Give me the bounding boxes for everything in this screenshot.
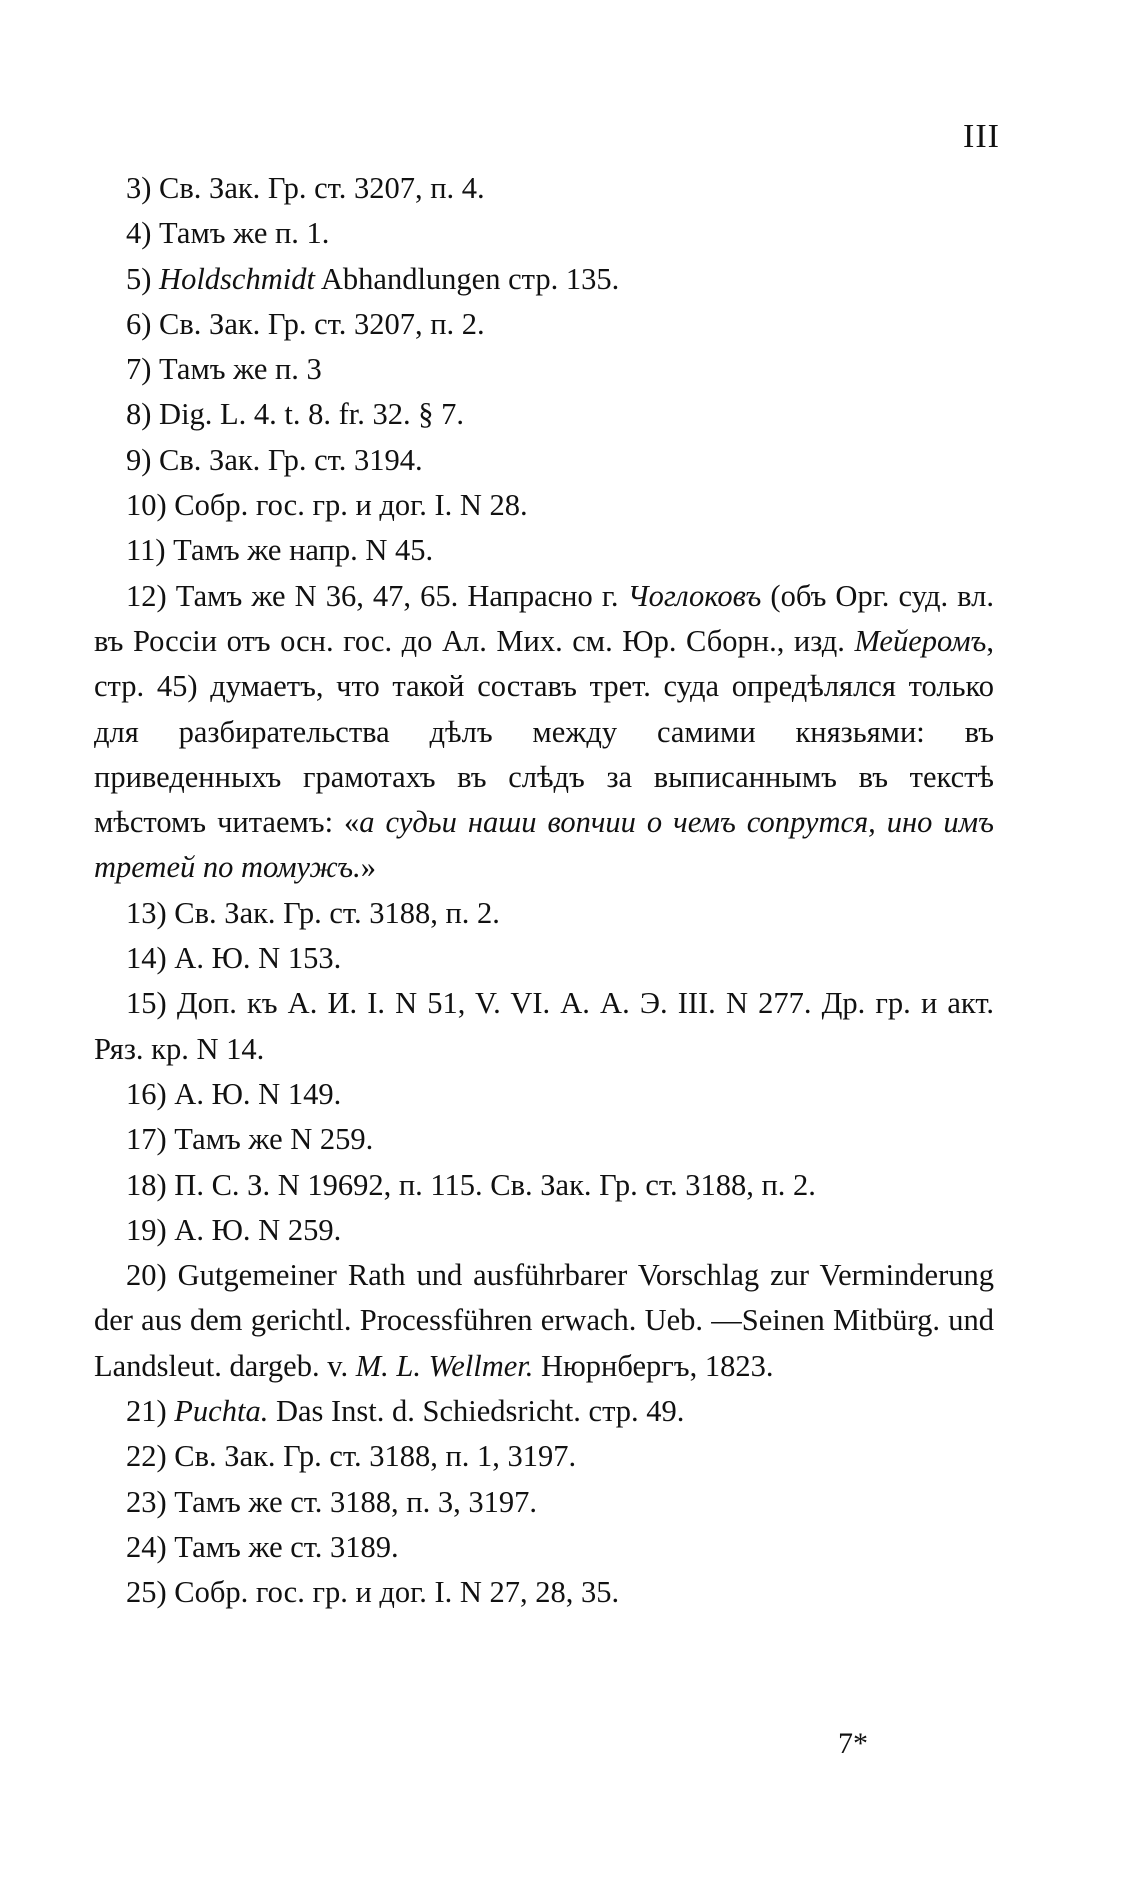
footnote-12 [94, 574, 994, 891]
footnote-14 [94, 936, 994, 981]
footnote-number: 6) [126, 306, 152, 341]
footnote-24 [94, 1525, 994, 1570]
footnote-text: Св. Зак. Гр. ст. 3207, п. 2. [159, 306, 485, 341]
editor-name: Мейеромъ [854, 623, 987, 658]
footnote-text: Св. Зак. Гр. ст. 3188, п. 2. [174, 895, 500, 930]
footnote-number: 5) [126, 261, 152, 296]
footnote-9 [94, 438, 994, 483]
footnote-22 [94, 1434, 994, 1479]
author-name: Puchta. [174, 1394, 269, 1429]
footnote-21 [94, 1389, 994, 1434]
footnote-19 [94, 1208, 994, 1253]
footnote-8 [94, 392, 994, 437]
footnote-text: Тамъ же ст. 3189. [174, 1529, 399, 1564]
footnote-number: 22) [126, 1439, 167, 1474]
footnote-text: Тамъ же N 36, 47, 65. Напрасно г. [175, 578, 628, 613]
author-name: M. L. Wellmer. [355, 1348, 534, 1383]
footnote-text: Св. Зак. Гр. ст. 3194. [159, 442, 423, 477]
footnote-number: 3) [126, 171, 152, 205]
footnote-17 [94, 1117, 994, 1162]
footnote-text: Доп. къ А. И. I. N 51, V. VI. А. А. Э. III. N 277. Др. гр. и акт. Ряз. кр. N 14. [94, 986, 995, 1066]
footnote-4 [94, 211, 994, 256]
footnote-20 [94, 1253, 994, 1389]
footnote-number: 21) [126, 1394, 167, 1429]
footnote-number: 9) [126, 442, 152, 477]
footnote-text: Св. Зак. Гр. ст. 3188, п. 1, 3197. [174, 1439, 577, 1474]
footnote-number: 25) [126, 1575, 167, 1610]
footnote-13 [94, 891, 994, 936]
printer-signature-mark: 7* [838, 1727, 868, 1760]
footnote-18 [94, 1163, 994, 1208]
footnote-number: 24) [126, 1529, 167, 1564]
footnote-23 [94, 1480, 994, 1525]
footnote-7 [94, 347, 994, 392]
footnote-number: 13) [126, 895, 167, 930]
footnote-number: 4) [126, 216, 152, 251]
footnote-number: 10) [126, 488, 167, 523]
footnote-text: Тамъ же N 259. [174, 1122, 374, 1157]
author-name: Holdschmidt [159, 261, 315, 296]
footnote-6 [94, 302, 994, 347]
footnote-text: А. Ю. N 153. [174, 941, 342, 976]
footnote-text: Abhandlungen стр. 135. [314, 261, 620, 296]
footnotes-list [94, 166, 994, 1616]
footnote-text: А. Ю. N 259. [174, 1212, 342, 1247]
footnote-text: Das Inst. d. Schiedsricht. стр. 49. [268, 1394, 685, 1429]
footnote-number: 19) [126, 1212, 167, 1247]
footnote-number: 23) [126, 1484, 167, 1519]
footnote-number: 16) [126, 1076, 167, 1111]
footnote-text: Тамъ же напр. N 45. [173, 533, 434, 568]
footnote-text: , стр. 45) думаетъ, что такой составъ трет. суда опредѣлялся только для разбирательства дѣлъ между самими князьями: въ приведенныхъ грамотахъ въ слѣдъ за выписаннымъ въ текстѣ мѣстомъ читаемъ: « [94, 623, 994, 840]
footnote-number: 18) [126, 1167, 167, 1202]
footnote-text: Св. Зак. Гр. ст. 3207, п. 4. [159, 171, 485, 205]
author-name: Чоглоковъ [627, 578, 762, 613]
page-number: III [963, 118, 1000, 155]
footnote-text: Dig. L. 4. t. 8. fr. 32. § 7. [159, 397, 465, 432]
footnote-text: А. Ю. N 149. [174, 1076, 342, 1111]
quotation-text: а судьи наши вопчии о чемъ сопрутся, ино имъ третей по томужъ. [94, 805, 994, 885]
footnote-15 [94, 981, 994, 1072]
footnote-text: Нюрнбергъ, 1823. [533, 1348, 774, 1383]
footnote-number: 7) [126, 352, 152, 387]
footnote-text: Тамъ же п. 1. [159, 216, 330, 251]
footnote-25 [94, 1570, 994, 1615]
footnote-number: 12) [126, 578, 167, 613]
footnote-number: 20) [126, 1258, 167, 1293]
footnote-number: 8) [126, 397, 152, 432]
footnote-text: Собр. гос. гр. и дог. I. N 27, 28, 35. [174, 1575, 620, 1610]
footnote-5 [94, 257, 994, 302]
footnote-text: Gutgemeiner Rath und ausführbarer Vorschlag zur Verminderung der aus dem gerichtl. Processführen erwach. Ueb. —Seinen Mitbürg. und Landsleut. dargeb. v. [94, 1258, 994, 1383]
footnote-16 [94, 1072, 994, 1117]
footnote-text: Тамъ же ст. 3188, п. 3, 3197. [174, 1484, 538, 1519]
footnote-text: П. С. З. N 19692, п. 115. Св. Зак. Гр. ст. 3188, п. 2. [174, 1167, 816, 1202]
footnote-number: 11) [126, 533, 166, 568]
footnote-number: 17) [126, 1122, 167, 1157]
footnote-11 [94, 528, 994, 573]
footnote-10 [94, 483, 994, 528]
footnote-text: Собр. гос. гр. и дог. I. N 28. [174, 488, 528, 523]
footnote-text: » [360, 850, 377, 885]
footnote-number: 14) [126, 941, 167, 976]
footnote-3 [94, 166, 994, 211]
footnote-text: Тамъ же п. 3 [159, 352, 322, 387]
footnote-number: 15) [126, 986, 167, 1021]
footnote-text: (объ Орг. суд. вл. въ Россіи отъ осн. гос. до Ал. Мих. см. Юр. Сборн., изд. [94, 578, 995, 658]
